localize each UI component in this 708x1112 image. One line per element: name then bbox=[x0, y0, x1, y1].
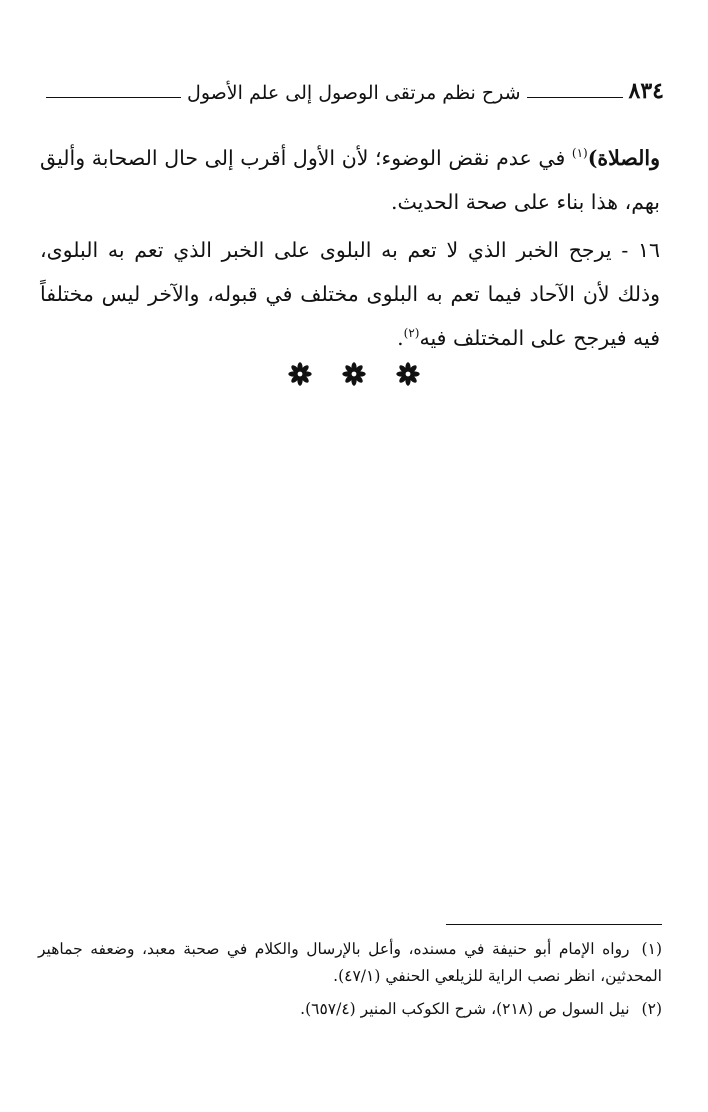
flower-ornament-icon bbox=[342, 362, 366, 386]
main-text bbox=[40, 136, 660, 360]
item-text: يرجح الخبر الذي لا تعم به البلوى على الخبر الذي تعم به البلوى، وذلك لأن الآحاد فيما تعم به البلوى مختلف في قبوله، والآخر ليس مختلفاً فيه فيرجح على المختلف فيه bbox=[40, 238, 660, 350]
footnote-marker-2[interactable]: (٢) bbox=[403, 326, 420, 341]
footnote-2 bbox=[38, 996, 662, 1023]
item-end: . bbox=[397, 326, 404, 350]
paragraph-1 bbox=[40, 136, 660, 224]
running-title: شرح نظم مرتقى الوصول إلى علم الأصول bbox=[187, 82, 521, 104]
footnote-separator bbox=[446, 924, 662, 925]
footnote-marker-1[interactable]: (١) bbox=[571, 146, 588, 161]
flower-ornament-icon bbox=[288, 362, 312, 386]
section-divider-ornaments bbox=[0, 362, 708, 386]
footnotes bbox=[38, 936, 662, 1029]
footnote-1 bbox=[38, 936, 662, 990]
list-item-16 bbox=[40, 228, 660, 360]
footnote-number: (١) bbox=[641, 940, 662, 958]
item-number: ١٦ - bbox=[611, 238, 660, 262]
bold-term: والصلاة) bbox=[587, 146, 660, 170]
flower-ornament-icon bbox=[396, 362, 420, 386]
header-rule-long bbox=[46, 97, 181, 98]
footnote-text: رواه الإمام أبو حنيفة في مسنده، وأعل بالإرسال والكلام في صحبة معبد، وضعفه جماهير المحدثين، انظر نصب الراية للزيلعي الحنفي (٤٧/١). bbox=[38, 940, 662, 985]
running-header bbox=[40, 74, 664, 104]
header-rule-short bbox=[527, 97, 623, 98]
footnote-number: (٢) bbox=[641, 1000, 662, 1018]
footnote-text: نيل السول ص (٢١٨)، شرح الكوكب المنير (٦٥٧/٤). bbox=[300, 1000, 630, 1018]
page-number: ٨٣٤ bbox=[628, 78, 664, 104]
paragraph-1-text: في عدم نقض الوضوء؛ لأن الأول أقرب إلى حال الصحابة وأليق بهم، هذا بناء على صحة الحديث. bbox=[40, 146, 660, 214]
